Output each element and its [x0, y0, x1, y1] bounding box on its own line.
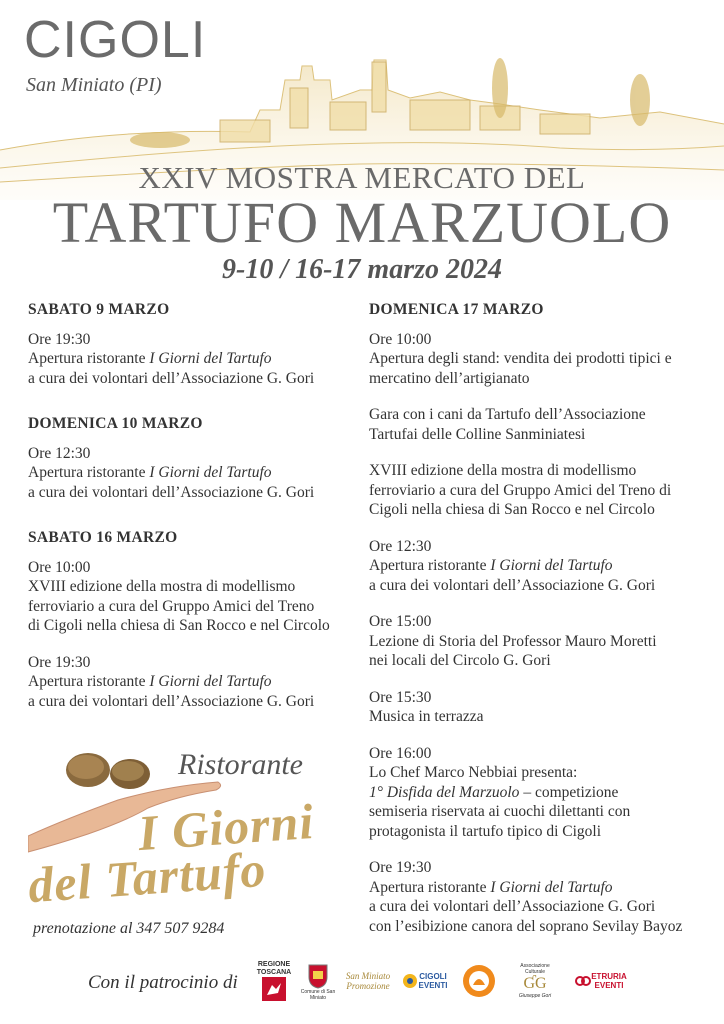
- province-subtitle: San Miniato (PI): [26, 74, 162, 96]
- restaurant-name: I Giorni del Tartufo: [149, 673, 272, 690]
- day-heading: SABATO 9 MARZO: [28, 301, 170, 318]
- left-program-column: [28, 300, 358, 733]
- event-line: [28, 672, 358, 692]
- gg-monogram-icon: ƓG: [523, 975, 547, 992]
- sponsor-name: Comune di San Miniato: [300, 989, 336, 1001]
- event-time: Ore 19:30: [28, 653, 91, 671]
- event-line: a cura dei volontari dell’Associazione G. Gori: [28, 692, 315, 710]
- day-domenica-10: [28, 414, 358, 502]
- event-line: XVIII edizione della mostra di modellismo: [369, 462, 637, 479]
- event-item: [369, 744, 709, 842]
- event-line: Gara con i cani da Tartufo dell’Associazione: [369, 406, 646, 423]
- right-program-column: [369, 300, 709, 953]
- town-title: CIGOLI: [24, 11, 207, 69]
- patronage-label: Con il patrocinio di: [88, 972, 238, 993]
- event-line: Apertura degli stand: vendita dei prodotti tipici e: [369, 350, 672, 367]
- comune-san-miniato-logo: [300, 958, 336, 1004]
- event-line: [28, 349, 358, 369]
- event-line: protagonista il tartufo tipico di Cigoli: [369, 822, 602, 840]
- restaurant-name-line1: I Giorni: [136, 792, 316, 862]
- event-time: Ore 10:00: [28, 558, 91, 576]
- main-title: TARTUFO MARZUOLO: [52, 190, 672, 255]
- event-item: [369, 461, 709, 520]
- event-line: a cura dei volontari dell’Associazione G. Gori: [28, 369, 315, 387]
- event-line: [369, 556, 709, 576]
- event-item: [28, 444, 358, 503]
- event-line: ferroviario a cura del Gruppo Amici del Treno: [28, 597, 315, 615]
- event-text: Apertura ristorante: [28, 464, 150, 481]
- day-sabato-16: [28, 528, 358, 711]
- san-miniato-promozione-logo: [342, 958, 394, 1004]
- sponsor-name: Giuseppe Gori: [518, 993, 552, 999]
- event-line: [369, 783, 709, 803]
- event-line: XVIII edizione della mostra di modellismo: [28, 578, 296, 595]
- event-time: Ore 12:30: [28, 444, 91, 462]
- event-item: [369, 405, 709, 444]
- event-item: [28, 653, 358, 712]
- badge-logo: [458, 958, 500, 1004]
- event-time: Ore 15:00: [369, 613, 432, 630]
- event-time: Ore 10:00: [369, 330, 432, 348]
- edition-heading: XXIV MOSTRA MERCATO DEL: [138, 160, 586, 195]
- associazione-gori-logo: [510, 958, 560, 1004]
- event-line: Musica in terrazza: [369, 708, 484, 725]
- event-line: [369, 878, 709, 898]
- event-item: [369, 537, 709, 596]
- event-item: [369, 330, 709, 389]
- day-sabato-9: [28, 300, 358, 388]
- event-line: semiseria riservata ai cuochi dilettanti con: [369, 803, 631, 820]
- restaurant-name-line2: del Tartufo: [26, 840, 269, 914]
- sponsor-name: San Miniato Promozione: [345, 971, 391, 991]
- event-time: Ore 19:30: [28, 330, 91, 348]
- restaurant-name: I Giorni del Tartufo: [149, 350, 272, 367]
- etruria-eventi-logo: [570, 958, 632, 1004]
- event-item: [28, 558, 358, 636]
- event-item: [28, 330, 358, 389]
- event-line: a cura dei volontari dell’Associazione G. Gori: [369, 898, 656, 915]
- day-heading: DOMENICA 17 MARZO: [369, 301, 544, 318]
- competition-name: 1° Disfida del Marzuolo: [369, 783, 520, 801]
- booking-phone: prenotazione al 347 507 9284: [33, 920, 225, 937]
- event-line: con l’esibizione canora del soprano Sevilay Bayoz: [369, 917, 683, 935]
- cigoli-eventi-logo: [400, 958, 450, 1004]
- event-line: nei locali del Circolo G. Gori: [369, 652, 551, 669]
- day-heading: DOMENICA 10 MARZO: [28, 415, 203, 432]
- restaurant-name: I Giorni del Tartufo: [490, 878, 613, 896]
- sponsor-name: ETRURIA EVENTI: [591, 972, 627, 990]
- rooster-badge-icon: [461, 963, 497, 999]
- event-line: Lo Chef Marco Nebbiai presenta:: [369, 764, 578, 781]
- event-line: ferroviario a cura del Gruppo Amici del Treno di: [369, 481, 672, 499]
- event-line: Tartufai delle Colline Sanminiatesi: [369, 425, 586, 443]
- event-time: Ore 15:30: [369, 688, 432, 706]
- pegasus-icon: [262, 977, 286, 1001]
- restaurant-name: I Giorni del Tartufo: [490, 557, 613, 574]
- event-text: – competizione: [519, 783, 619, 801]
- event-text: Apertura ristorante: [28, 673, 150, 690]
- event-text: Apertura ristorante: [369, 557, 491, 574]
- event-time: Ore 12:30: [369, 537, 432, 555]
- restaurant-logo: [28, 740, 348, 950]
- event-item: [369, 612, 709, 671]
- sponsor-logos: [248, 958, 718, 1008]
- event-line: mercatino dell’artigianato: [369, 369, 530, 387]
- event-text: Apertura ristorante: [369, 878, 491, 896]
- event-line: a cura dei volontari dell’Associazione G. Gori: [369, 576, 656, 594]
- event-line: a cura dei volontari dell’Associazione G. Gori: [28, 483, 315, 501]
- event-item: [369, 688, 709, 727]
- event-text: Apertura ristorante: [28, 350, 150, 367]
- event-line: di Cigoli nella chiesa di San Rocco e nel Circolo: [28, 617, 330, 634]
- event-time: Ore 16:00: [369, 744, 432, 762]
- event-dates: 9-10 / 16-17 marzo 2024: [222, 254, 502, 285]
- sponsor-name: REGIONE TOSCANA: [256, 961, 292, 976]
- coat-of-arms-icon: [307, 961, 329, 989]
- regione-toscana-logo: [254, 958, 294, 1004]
- event-item: [369, 858, 709, 936]
- event-time: Ore 19:30: [369, 859, 432, 876]
- event-line: Lezione di Storia del Professor Mauro Moretti: [369, 632, 657, 650]
- restaurant-name: I Giorni del Tartufo: [149, 464, 272, 481]
- restaurant-label: Ristorante: [178, 748, 303, 781]
- event-line: Cigoli nella chiesa di San Rocco e nel Circolo: [369, 501, 655, 518]
- sponsor-name: Associazione Culturale: [520, 963, 550, 975]
- knot-icon: [575, 975, 591, 987]
- event-line: [28, 463, 358, 483]
- sun-icon: [402, 966, 418, 996]
- sponsor-name: CIGOLI EVENTI: [418, 972, 448, 990]
- day-heading: SABATO 16 MARZO: [28, 529, 178, 546]
